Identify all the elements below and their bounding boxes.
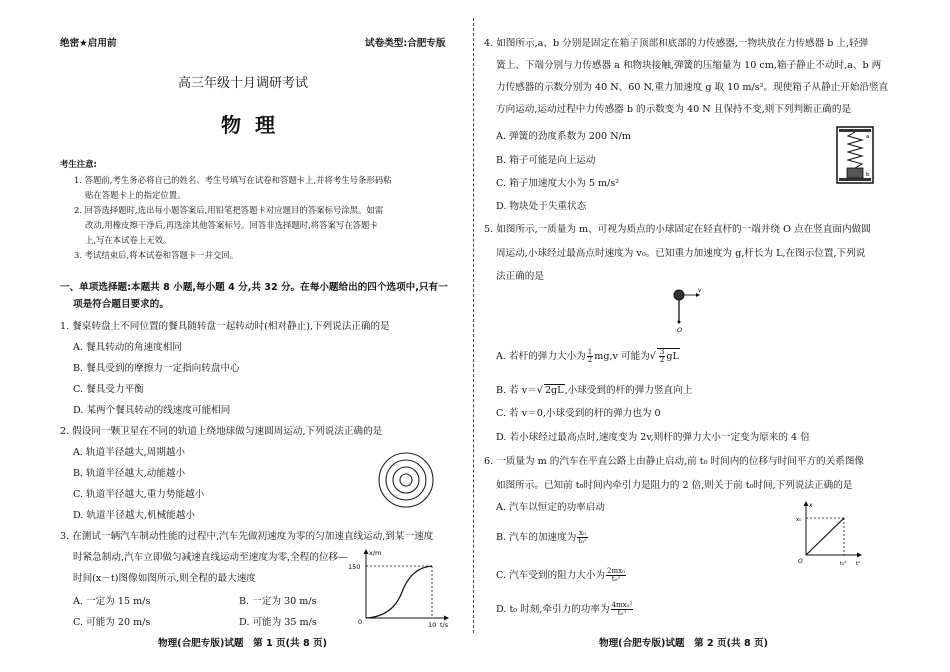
q3-xt-graph <box>344 548 454 628</box>
sensor-a-label: a <box>866 134 870 140</box>
notice-line: 贴在答题卡上的指定位置。 <box>85 190 186 200</box>
q6-y-tick: x₀ <box>796 517 802 523</box>
question-5-stem: 5. 如图所示,一质量为 m、可视为质点的小球固定在轻直杆的一端并绕 O 点在竖直面内做圆 <box>484 224 871 235</box>
left-page <box>0 0 470 672</box>
q6-x-t2-graph <box>796 500 866 572</box>
notice-line: 改动,用橡皮擦干净后,再选涂其他答案标号。回答非选择题时,将答案写在答题卡 <box>85 220 378 230</box>
confidential-label: 绝密★启用前 <box>60 38 117 49</box>
section-heading: 一、单项选择题:本题共 8 小题,每小题 4 分,共 32 分。在每小题给出的四个选项中,只有一 <box>60 282 448 293</box>
q2-option-b: B. 轨道半径越大,动能越小 <box>73 468 186 479</box>
q5-option-d: D. 若小球经过最高点时,速度变为 2v,则杆的弹力大小一定变为原来的 4 倍 <box>496 432 810 443</box>
q6-option-b: B. 汽车的加速度为 $\frac{\text{x₀}}{\text{t₀²}}$ <box>496 529 587 545</box>
q6-y-axis-label: x <box>809 502 813 509</box>
question-3-stem: 3. 在测试一辆汽车制动性能的过程中,汽车先做初速度为零的匀加速直线运动,到某一速度 <box>60 531 434 542</box>
q3-origin: 0 <box>358 618 363 626</box>
q3-x-tick: 10 <box>428 621 437 629</box>
q2-option-d: D. 轨道半径越大,机械能越小 <box>73 510 196 521</box>
question-3-stem-cont: 时间(x－t)图像如图所示,则全程的最大速度 <box>73 573 256 584</box>
q4-option-d: D. 物块处于失重状态 <box>496 201 587 212</box>
spring-box-figure <box>836 126 874 184</box>
notice-line: 3. 考试结束后,将本试卷和答题卡一并交回。 <box>74 250 239 260</box>
paper-type-label: 试卷类型:合肥专版 <box>365 38 446 49</box>
q3-y-axis-label: x/m <box>369 549 382 557</box>
q3-option-b: B. 一定为 30 m/s <box>239 596 317 607</box>
orbit-circles-figure <box>376 450 436 510</box>
q5-option-b: B. 若 v＝√ 2gL,小球受到的杆的弹力竖直向上 <box>496 385 693 396</box>
notice-line: 上,写在本试卷上无效。 <box>85 235 172 245</box>
page-2-footer: 物理(合肥专版)试题 第 2 页(共 8 页) <box>599 638 768 649</box>
q1-option-d: D. 某两个餐具转动的线速度可能相同 <box>73 405 231 416</box>
q6-option-d: D. t₀ 时刻,牵引力的功率为 $\frac{\text{4mx₀²}}{\text{t₀³}}$ <box>496 601 633 617</box>
right-page <box>476 0 950 672</box>
notice-line: 2. 回答选择题时,选出每小题答案后,用铅笔把答题卡对应题目的答案标号涂黑。如需 <box>74 205 384 215</box>
question-3-stem-cont: 时紧急制动,汽车立即做匀减速直线运动至速度为零,全程的位移— <box>73 552 348 563</box>
q5a-fraction: $\frac{1}{2}$ <box>587 348 593 364</box>
q3-option-d: D. 可能为 35 m/s <box>239 617 317 628</box>
subject-title: 物理 <box>221 113 289 137</box>
exam-title: 高三年级十月调研考试 <box>178 76 309 91</box>
question-2-stem: 2. 假设同一颗卫星在不同的轨道上绕地球做匀速圆周运动,下列说法正确的是 <box>60 426 383 437</box>
question-5-stem-cont: 周运动,小球经过最高点时速度为 v₀。已知重力加速度为 g,杆长为 L,在图示位置,下列说 <box>496 248 866 259</box>
q3-y-tick: 150 <box>348 563 361 571</box>
page-1-footer: 物理(合肥专版)试题 第 1 页(共 8 页) <box>158 638 327 649</box>
question-4-stem-cont: 簧上、下端分别与力传感器 a 和物块接触,弹簧的压缩量为 10 cm,箱子静止不动时,a、b 两 <box>496 60 882 71</box>
question-6-stem: 6. 一质量为 m 的汽车在平直公路上由静止启动,前 t₀ 时间内的位移与时间平方的关系图像 <box>484 456 865 467</box>
notice-title: 考生注意: <box>60 159 97 169</box>
question-4-stem-cont: 方向运动,运动过程中力传感器 b 的示数变为 40 N 且保持不变,则下列判断正确的是 <box>496 104 852 115</box>
q6-x-axis-label: t² <box>856 561 861 567</box>
question-6-stem-cont: 如图所示。已知前 t₀时间内牵引力是阻力的 2 倍,则关于前 t₀时间,下列说法正确的是 <box>496 480 853 491</box>
velocity-label: v <box>698 287 702 294</box>
q3-option-a: A. 一定为 15 m/s <box>73 596 151 607</box>
q5-option-c: C. 若 v＝0,小球受到的杆的弹力也为 0 <box>496 408 661 419</box>
question-1-stem: 1. 餐桌转盘上不同位置的餐具随转盘一起转动时(相对静止),下列说法正确的是 <box>60 321 390 332</box>
q5a-sqrt: $\frac{3}{2}$ gL <box>657 348 680 364</box>
ball-rod-figure <box>669 285 709 333</box>
q6-x-tick: t₀² <box>840 561 847 567</box>
q6-option-a: A. 汽车以恒定的功率启动 <box>496 502 605 513</box>
q6-option-c: C. 汽车受到的阻力大小为 $\frac{\text{2mx₀}}{\text{t₀²}}$ <box>496 567 625 583</box>
q5-option-a: A. 若杆的弹力大小为 $\frac{1}{2}$ mg,v 可能为√ $\frac{3}{2}$ gL <box>496 348 679 364</box>
pivot-label: O <box>677 326 683 334</box>
question-4-stem-cont: 力传感器的示数分别为 40 N、60 N,重力加速度 g 取 10 m/s²。现使箱子从静止开始沿竖直 <box>496 82 889 93</box>
notice-line: 1. 答题前,考生务必将自己的姓名、考生号填写在试卷和答题卡上,并将考生号条形码粘 <box>74 175 392 185</box>
q2-option-a: A. 轨道半径越大,周期越小 <box>73 447 186 458</box>
q4-option-b: B. 箱子可能是向上运动 <box>496 155 596 166</box>
q3-option-c: C. 可能为 20 m/s <box>73 617 151 628</box>
sensor-b-label: b <box>866 172 870 178</box>
q1-option-b: B. 餐具受到的摩擦力一定指向转盘中心 <box>73 363 240 374</box>
q1-option-c: C. 餐具受力平衡 <box>73 384 144 395</box>
q2-option-c: C. 轨道半径越大,重力势能越小 <box>73 489 205 500</box>
section-heading-cont: 项是符合题目要求的。 <box>73 299 169 310</box>
q4-option-a: A. 弹簧的劲度系数为 200 N/m <box>496 131 631 142</box>
question-5-stem-cont: 法正确的是 <box>496 271 544 282</box>
question-4-stem: 4. 如图所示,a、b 分别是固定在箱子顶部和底部的力传感器,一物块放在力传感器 b 上,轻弹 <box>484 38 869 49</box>
center-fold-divider <box>473 18 474 633</box>
q6-origin: O <box>798 558 803 565</box>
q4-option-c: C. 箱子加速度大小为 5 m/s² <box>496 178 620 189</box>
q1-option-a: A. 餐具转动的角速度相同 <box>73 342 182 353</box>
q3-x-axis-label: t/s <box>440 621 449 629</box>
